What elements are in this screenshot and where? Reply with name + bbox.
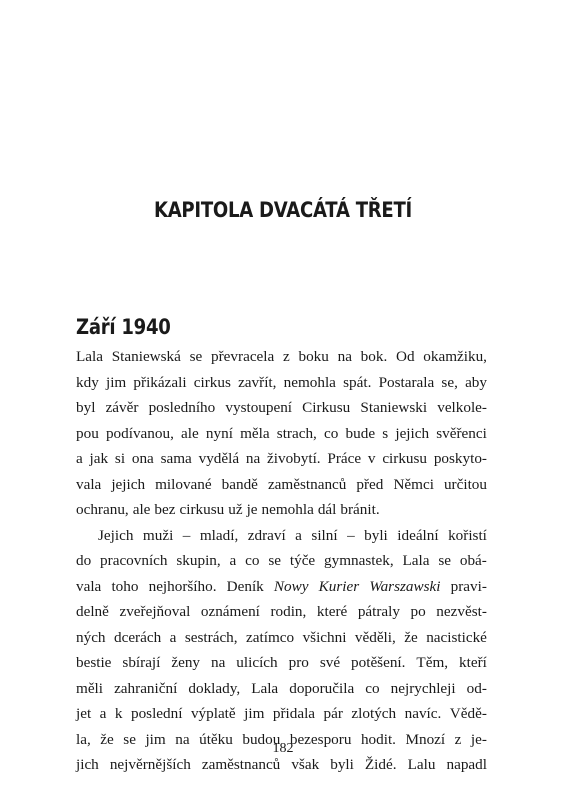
- word: však: [291, 756, 320, 773]
- word: –: [347, 526, 355, 544]
- text-line: [76, 523, 487, 549]
- word: vydělá: [198, 450, 240, 467]
- word: bude: [345, 424, 376, 442]
- word: dál: [317, 501, 337, 518]
- word: ale: [181, 424, 199, 442]
- word: nejhoršího.: [148, 577, 217, 595]
- word: na: [245, 450, 261, 467]
- word: svěřenci: [436, 424, 487, 442]
- word: a: [295, 526, 302, 544]
- word: Kurier: [318, 577, 360, 595]
- word: pár: [323, 705, 343, 722]
- word: útěku: [199, 730, 233, 748]
- word: pou: [76, 424, 99, 442]
- word: a: [169, 628, 177, 646]
- word: ona: [131, 450, 154, 467]
- word: Vědě-: [449, 705, 487, 722]
- word: cirkusu: [382, 450, 428, 467]
- word: zdraví: [247, 526, 286, 544]
- word: dcerách: [113, 628, 162, 646]
- word: jim: [244, 705, 265, 722]
- word: byli: [364, 526, 388, 544]
- word: kořistí: [448, 526, 487, 544]
- word: bránit.: [340, 501, 380, 518]
- word: budou: [242, 730, 281, 748]
- word: ulicích: [236, 654, 278, 671]
- word: Deník: [226, 577, 264, 595]
- word: jim: [145, 730, 166, 748]
- word: doporučila: [289, 679, 355, 697]
- word: obá-: [459, 552, 487, 569]
- word: měla: [240, 424, 270, 442]
- word: v: [367, 450, 376, 467]
- word: jak: [89, 450, 109, 467]
- word: ale: [132, 501, 151, 518]
- word: zveřejňoval: [119, 603, 191, 620]
- word: oznámení: [200, 603, 260, 620]
- text-line: [76, 701, 487, 727]
- word: si: [114, 450, 126, 467]
- word: doklady,: [188, 679, 241, 697]
- word: cirkusu: [179, 501, 225, 518]
- word: podívanou,: [105, 424, 174, 442]
- word: Těm,: [416, 654, 449, 671]
- word: nezvěst-: [436, 603, 487, 620]
- word: Staniewská: [111, 348, 181, 365]
- word: zaměstnanců: [267, 475, 347, 493]
- word: byl: [76, 399, 96, 416]
- word: přikázali: [133, 373, 187, 391]
- word: před: [356, 475, 384, 493]
- word: jich: [76, 756, 99, 773]
- word: strach,: [276, 424, 317, 442]
- word: a: [99, 705, 107, 722]
- word: Cirkusu: [302, 399, 351, 416]
- word: –: [182, 526, 191, 544]
- word: zatímco: [246, 628, 295, 646]
- text-line: [76, 676, 487, 702]
- text-line: [76, 395, 487, 421]
- word: bez: [154, 501, 176, 518]
- word: z: [283, 348, 290, 365]
- word: Němci: [393, 475, 434, 493]
- word: přidala: [272, 705, 316, 722]
- word: Židé.: [364, 756, 397, 773]
- word: nejrychleji: [390, 679, 456, 697]
- page-number: 182: [272, 741, 294, 756]
- word: rodin,: [270, 603, 307, 620]
- word: okamžiku,: [423, 348, 487, 365]
- word: jejich: [395, 424, 430, 442]
- word: zlotých: [351, 705, 397, 722]
- word: výplatě: [190, 705, 236, 722]
- word: a: [76, 450, 83, 467]
- word: bok.: [360, 348, 388, 365]
- word: pracovních: [100, 552, 168, 569]
- text-line: [76, 472, 487, 498]
- word: sbírají: [122, 654, 161, 671]
- word: od-: [466, 679, 487, 697]
- word: k: [114, 705, 123, 722]
- text-line: [76, 344, 487, 370]
- word: že: [100, 730, 114, 748]
- word: jim: [105, 373, 127, 391]
- word: už: [228, 501, 243, 518]
- word: určitou: [443, 475, 487, 493]
- word: pravi-: [450, 577, 487, 595]
- word: je-: [470, 730, 487, 748]
- chapter-title: KAPITOLA DVACÁTÁ TŘETÍ: [153, 198, 413, 222]
- word: své: [319, 654, 341, 671]
- word: jet: [76, 705, 92, 722]
- word: Lala: [76, 348, 103, 365]
- word: vala: [76, 475, 102, 493]
- word: nyní: [205, 424, 233, 442]
- word: co: [365, 679, 380, 697]
- word: bandě: [221, 475, 258, 493]
- word: Lala: [402, 552, 430, 569]
- word: Mnozí: [405, 730, 446, 748]
- word: a: [229, 552, 237, 569]
- word: ženy: [171, 654, 201, 671]
- word: týče: [289, 552, 316, 569]
- word: navíc.: [404, 705, 442, 722]
- body-text: [76, 344, 487, 778]
- word: potěšení.: [351, 654, 406, 671]
- word: gymnastek,: [324, 552, 394, 569]
- text-line: [76, 446, 487, 472]
- word: toho: [111, 577, 139, 595]
- word: na: [337, 348, 352, 365]
- text-line: [76, 599, 487, 625]
- word: které: [316, 603, 348, 620]
- word: převracela: [211, 348, 275, 365]
- word: Postarala: [378, 373, 435, 391]
- word: že: [404, 628, 418, 646]
- word: se,: [441, 373, 458, 391]
- word: vala: [76, 577, 102, 595]
- word: měli: [76, 679, 103, 697]
- word: muži: [142, 526, 174, 544]
- word: Nowy: [273, 577, 309, 595]
- word: nejvěrnějších: [109, 756, 191, 773]
- word: sama: [160, 450, 192, 467]
- text-line: [76, 625, 487, 651]
- word: nemohla: [261, 501, 314, 518]
- word: se: [438, 552, 451, 569]
- word: nacistické: [426, 628, 487, 646]
- word: s: [382, 424, 389, 442]
- word: nemohla: [283, 373, 336, 391]
- word: aby: [465, 373, 487, 391]
- word: na: [210, 654, 226, 671]
- word: skupin,: [176, 552, 221, 569]
- word: boku: [298, 348, 329, 365]
- word: co: [245, 552, 260, 569]
- word: se: [268, 552, 282, 569]
- word: zavřít,: [238, 373, 277, 391]
- word: byli: [330, 756, 354, 773]
- word: posledního: [148, 399, 216, 416]
- word: spát.: [343, 373, 372, 391]
- word: silní: [311, 526, 338, 544]
- word: ideální: [397, 526, 439, 544]
- word: Jejich: [98, 526, 134, 544]
- word: vystoupení: [225, 399, 293, 416]
- text-line: [76, 370, 487, 396]
- word: sestrách,: [184, 628, 238, 646]
- word: poskyto-: [433, 450, 487, 467]
- word: je: [246, 501, 258, 518]
- word: kteří: [459, 654, 487, 671]
- word: milované: [155, 475, 212, 493]
- word: Od: [395, 348, 415, 365]
- word: co: [324, 424, 339, 442]
- word: Lala: [251, 679, 279, 697]
- word: na: [175, 730, 190, 748]
- word: la,: [76, 730, 91, 748]
- word: pátraly: [357, 603, 400, 620]
- word: ných: [76, 628, 106, 646]
- text-line: [76, 548, 487, 574]
- word: ochranu,: [76, 501, 129, 518]
- word: mladí,: [199, 526, 239, 544]
- word: věděli,: [354, 628, 396, 646]
- word: napadl: [446, 756, 487, 773]
- text-line: [76, 421, 487, 447]
- word: Staniewski: [360, 399, 428, 416]
- word: Lalu: [407, 756, 436, 773]
- word: pro: [288, 654, 309, 671]
- text-line: [76, 497, 487, 523]
- word: zahraniční: [114, 679, 178, 697]
- word: kdy: [76, 373, 99, 391]
- word: hodit.: [360, 730, 396, 748]
- word: bezesporu: [289, 730, 352, 748]
- word: poslední: [130, 705, 183, 722]
- word: do: [76, 552, 92, 569]
- word: Warszawski: [369, 577, 441, 595]
- section-heading: Září 1940: [76, 315, 171, 339]
- word: všichni: [302, 628, 347, 646]
- word: cirkus: [193, 373, 231, 391]
- word: velkole-: [437, 399, 487, 416]
- word: živobytí.: [267, 450, 321, 467]
- word: bestie: [76, 654, 112, 671]
- word: z: [454, 730, 462, 748]
- word: delně: [76, 603, 109, 620]
- text-line: [76, 650, 487, 676]
- word: se: [123, 730, 136, 748]
- word: se: [189, 348, 203, 365]
- word: po: [410, 603, 426, 620]
- word: jejich: [111, 475, 146, 493]
- word: závěr: [105, 399, 139, 416]
- text-line: [76, 574, 487, 600]
- word: Práce: [327, 450, 362, 467]
- word: zaměstnanců: [201, 756, 281, 773]
